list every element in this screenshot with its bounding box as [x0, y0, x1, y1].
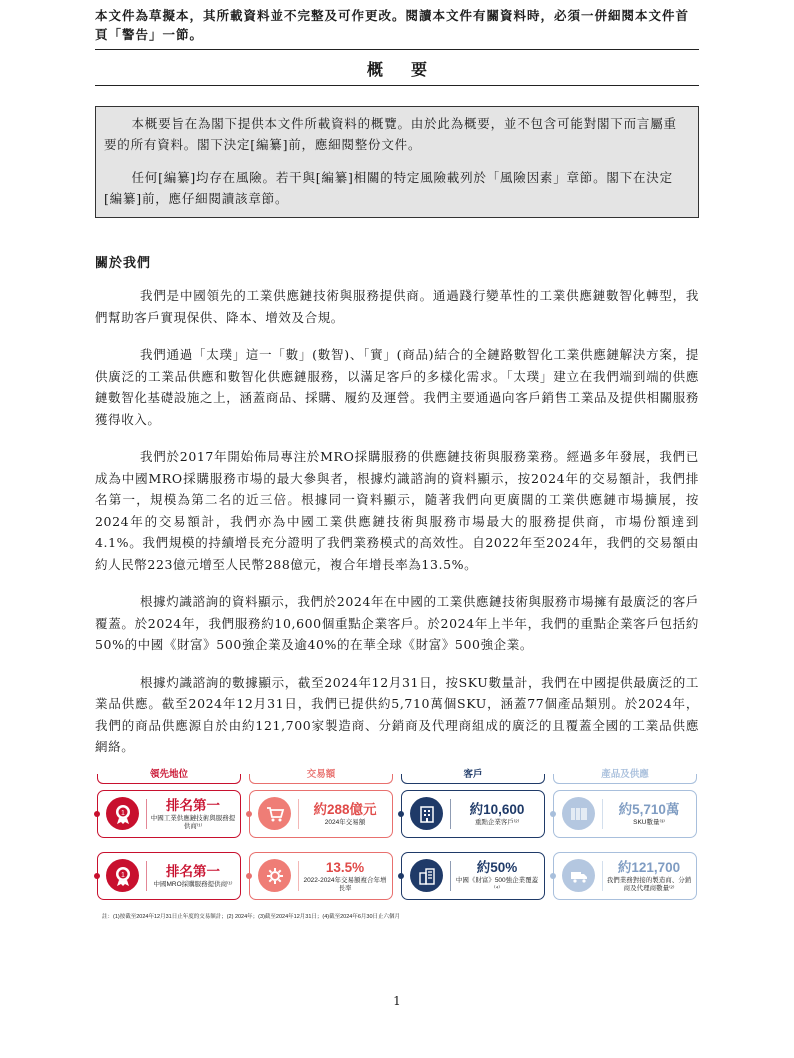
- about-paragraph-2: 我們通過「太璞」這一「數」(數智)、「實」(商品)結合的全鏈路數智化工業供應鏈解決方案，提供廣泛的工業品供應和數智化供應鏈服務，以滿足客戶的多樣化需求。「太璞」建立在我們端到端的供應鏈數智化基礎設施之上，涵蓋商品、採購、履約及運營。我們主要通過向客戶銷售工業品及提供相關服務獲得收入。: [95, 347, 699, 427]
- column-header-products: 產品及供應: [553, 764, 697, 784]
- highlights-infographic: [95, 764, 699, 924]
- office-icon: [410, 859, 443, 892]
- draft-warning: 本文件為草擬本，其所載資料並不完整及可作更改。閱讀本文件有關資料時，必須一併細閱本文件首頁「警告」一節。: [95, 8, 690, 42]
- section-title: 概要: [366, 60, 455, 79]
- note-paragraph-2: 任何[編纂]均存在風險。若干與[編纂]相關的特定風險載列於「風險因素」章節。閣下在決定[編纂]前，應仔細閱讀該章節。: [104, 170, 673, 206]
- gear-icon: [258, 859, 291, 892]
- column-header-leading: 領先地位: [97, 764, 241, 784]
- column-header-transaction: 交易額: [249, 764, 393, 784]
- card-rank-first-mro: 1 排名第一 中國MRO採購服務提供商⁽¹⁾: [97, 852, 241, 900]
- card-sku-count: 約5,710萬 SKU數量⁽³⁾: [553, 790, 697, 838]
- about-paragraph-3: 我們於2017年開始佈局專注於MRO採購服務的供應鏈技術與服務業務。經過多年發展，我們已成為中國MRO採購服務市場的最大參與者，根據灼識諮詢的資料顯示，按2024年的交易額計，我們排名第一，規模為第二名的近三倍。根據同一資料顯示，隨著我們向更廣闊的工業供應鏈市場擴展，按2024年的交易額計，我們亦為中國工業供應鏈技術與服務市場最大的服務提供商，市場份額達到4.1%。我們規模的持續增長充分證明了我們業務模式的高效性。自2022年至2024年，我們的交易額由約人民幣223億元增至人民幣288億元，複合年增長率為13.5%。: [95, 449, 699, 572]
- medal-icon: [106, 797, 139, 830]
- building-icon: [410, 797, 443, 830]
- card-transaction-value: 約288億元 2024年交易額: [249, 790, 393, 838]
- card-rank-first-supply-chain: 1 排名第一 中國工業供應鏈技術與服務提供商⁽¹⁾: [97, 790, 241, 838]
- cart-icon: [258, 797, 291, 830]
- infographic-footnote: 註：(1)按截至2024年12月31日止年度的交易額計；(2) 2024年；(3)截至2024年12月31日；(4)截至2024年6月30日止六個月: [102, 914, 401, 920]
- about-paragraph-1: 我們是中國領先的工業供應鏈技術與服務提供商。通過踐行變革性的工業供應鏈數智化轉型，我們幫助客戶實現保供、降本、增效及合規。: [95, 288, 699, 325]
- title-rule-bottom: [95, 85, 699, 86]
- medal-icon: [106, 859, 139, 892]
- card-fortune-500-coverage: 約50% 中國《財富》500強企業覆蓋⁽⁴⁾: [401, 852, 545, 900]
- svg-text:1: 1: [120, 809, 125, 817]
- card-supplier-network: 約121,700 我們業務對接的製造商、分銷商及代理商數量⁽²⁾: [553, 852, 697, 900]
- column-header-customers: 客戶: [401, 764, 545, 784]
- about-paragraph-5: 根據灼識諮詢的數據顯示，截至2024年12月31日，按SKU數量計，我們在中國提供最廣泛的工業品供應。截至2024年12月31日，我們已提供約5,710萬個SKU，涵蓋77個產品類別。於2024年，我們的商品供應源自於由約121,700家製造商、分銷商及代理商組成的廣泛的且覆蓋全國的工業品供應網絡。: [95, 674, 699, 754]
- page-number: 1: [393, 994, 401, 1008]
- card-key-customers: 約10,600 重點企業客戶⁽²⁾: [401, 790, 545, 838]
- card-cagr: 13.5% 2022-2024年交易額複合年增長率: [249, 852, 393, 900]
- document-page: [95, 0, 699, 758]
- truck-icon: [562, 859, 595, 892]
- about-paragraph-4: 根據灼識諮詢的資料顯示，我們於2024年在中國的工業供應鏈技術與服務市場擁有最廣泛的客戶覆蓋。於2024年，我們服務約10,600個重點企業客戶。於2024年上半年，我們的重點企業客戶包括約50%的中國《財富》500強企業及逾40%的在華全球《財富》500強企業。: [95, 594, 699, 652]
- svg-text:1: 1: [120, 871, 125, 879]
- summary-note-box: [95, 106, 699, 218]
- about-heading: 關於我們: [95, 256, 152, 271]
- note-paragraph-1: 本概要旨在為閣下提供本文件所載資料的概覽。由於此為概要，並不包含可能對閣下而言屬重要的所有資料。閣下決定[編纂]前，應細閱整份文件。: [104, 116, 677, 152]
- barcode-icon: [562, 797, 595, 830]
